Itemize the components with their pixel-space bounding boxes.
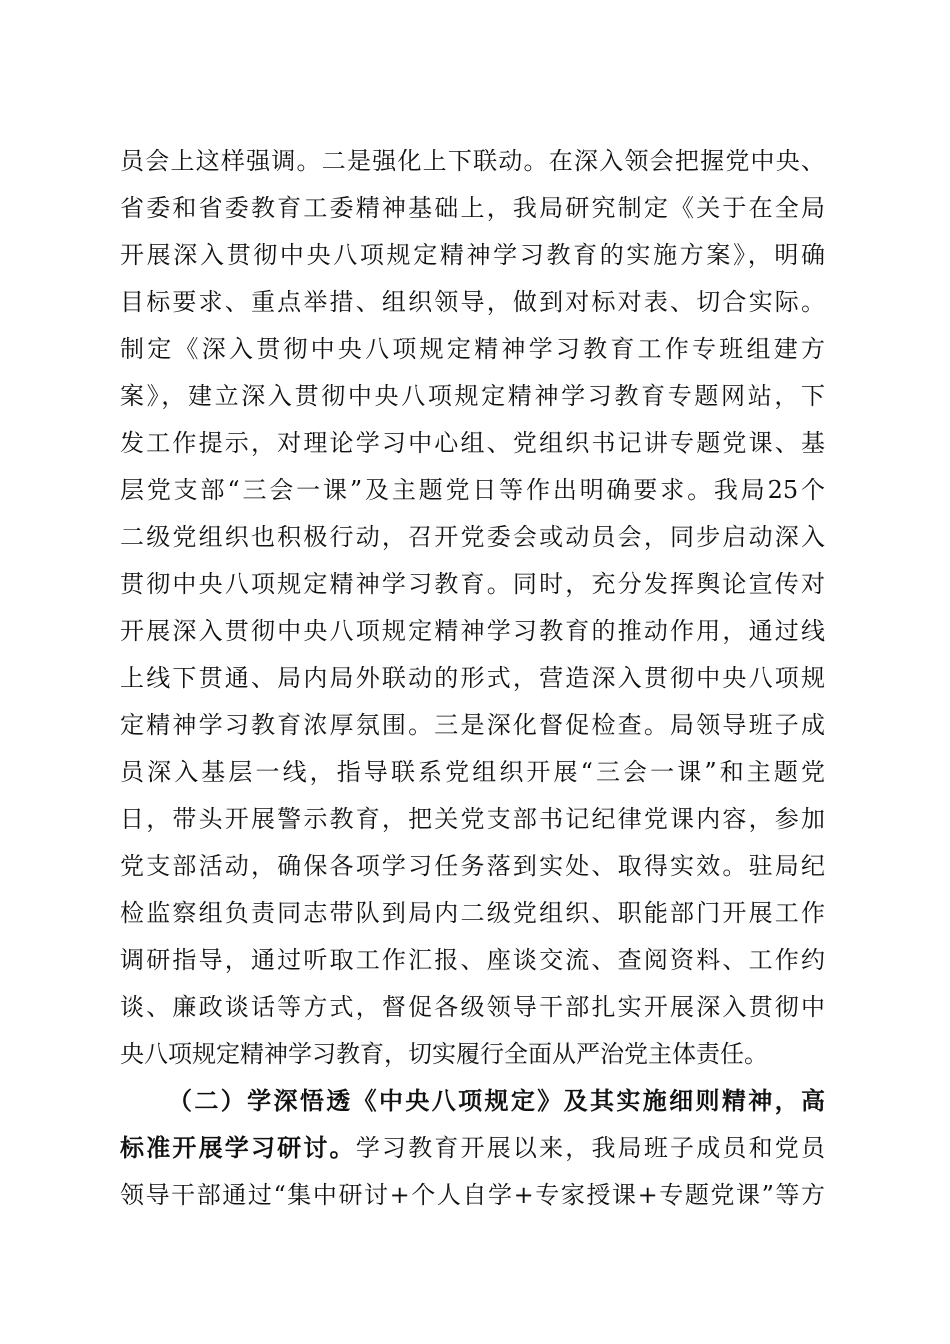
paragraph-line: 层党支部“三会一课”及主题党日等作出明确要求。我局25个 <box>120 476 825 504</box>
section-body-text: 学习教育开展以来，我局班子成员和党员 <box>355 1134 826 1162</box>
paragraph-line: 省委和省委教育工委精神基础上，我局研究制定《关于在全局 <box>120 194 825 222</box>
paragraph-line: 目标要求、重点举措、组织领导，做到对标对表、切合实际。 <box>120 288 825 316</box>
paragraph-line: 员会上这样强调。二是强化上下联动。在深入领会把握党中央、 <box>120 147 825 175</box>
section-heading: （二）学深悟透《中央八项规定》及其实施细则精神，高 <box>168 1087 825 1115</box>
paragraph-line: 员深入基层一线，指导联系党组织开展“三会一课”和主题党 <box>120 758 825 786</box>
paragraph-line: 二级党组织也积极行动，召开党委会或动员会，同步启动深入 <box>120 523 825 551</box>
paragraph-line: 发工作提示，对理论学习中心组、党组织书记讲专题党课、基 <box>120 429 825 457</box>
paragraph-line: 上线下贯通、局内局外联动的形式，营造深入贯彻中央八项规 <box>120 664 825 692</box>
paragraph-line: 案》，建立深入贯彻中央八项规定精神学习教育专题网站，下 <box>120 382 825 410</box>
section-line <box>120 1125 825 1172</box>
paragraph-line: 开展深入贯彻中央八项规定精神学习教育的推动作用，通过线 <box>120 617 825 645</box>
paragraph-line: 定精神学习教育浓厚氛围。三是深化督促检查。局领导班子成 <box>120 711 825 739</box>
paragraph-line: 贯彻中央八项规定精神学习教育。同时，充分发挥舆论宣传对 <box>120 570 825 598</box>
paragraph-line: 谈、廉政谈话等方式，督促各级领导干部扎实开展深入贯彻中 <box>120 993 825 1021</box>
section-heading-line <box>120 1078 825 1125</box>
document-body <box>120 138 825 1219</box>
paragraph-line: 央八项规定精神学习教育，切实履行全面从严治党主体责任。 <box>120 1040 768 1068</box>
paragraph-line: 日，带头开展警示教育，把关党支部书记纪律党课内容，参加 <box>120 805 825 833</box>
section-heading-continued: 标准开展学习研讨。 <box>120 1134 356 1162</box>
section-line: 领导干部通过“集中研讨+个人自学+专家授课+专题党课”等方 <box>120 1181 825 1209</box>
paragraph-line: 党支部活动，确保各项学习任务落到实处、取得实效。驻局纪 <box>120 852 825 880</box>
paragraph-line: 开展深入贯彻中央八项规定精神学习教育的实施方案》，明确 <box>120 241 825 269</box>
paragraph-line: 调研指导，通过听取工作汇报、座谈交流、查阅资料、工作约 <box>120 946 825 974</box>
paragraph-line: 检监察组负责同志带队到局内二级党组织、职能部门开展工作 <box>120 899 825 927</box>
paragraph-line: 制定《深入贯彻中央八项规定精神学习教育工作专班组建方 <box>120 335 825 363</box>
